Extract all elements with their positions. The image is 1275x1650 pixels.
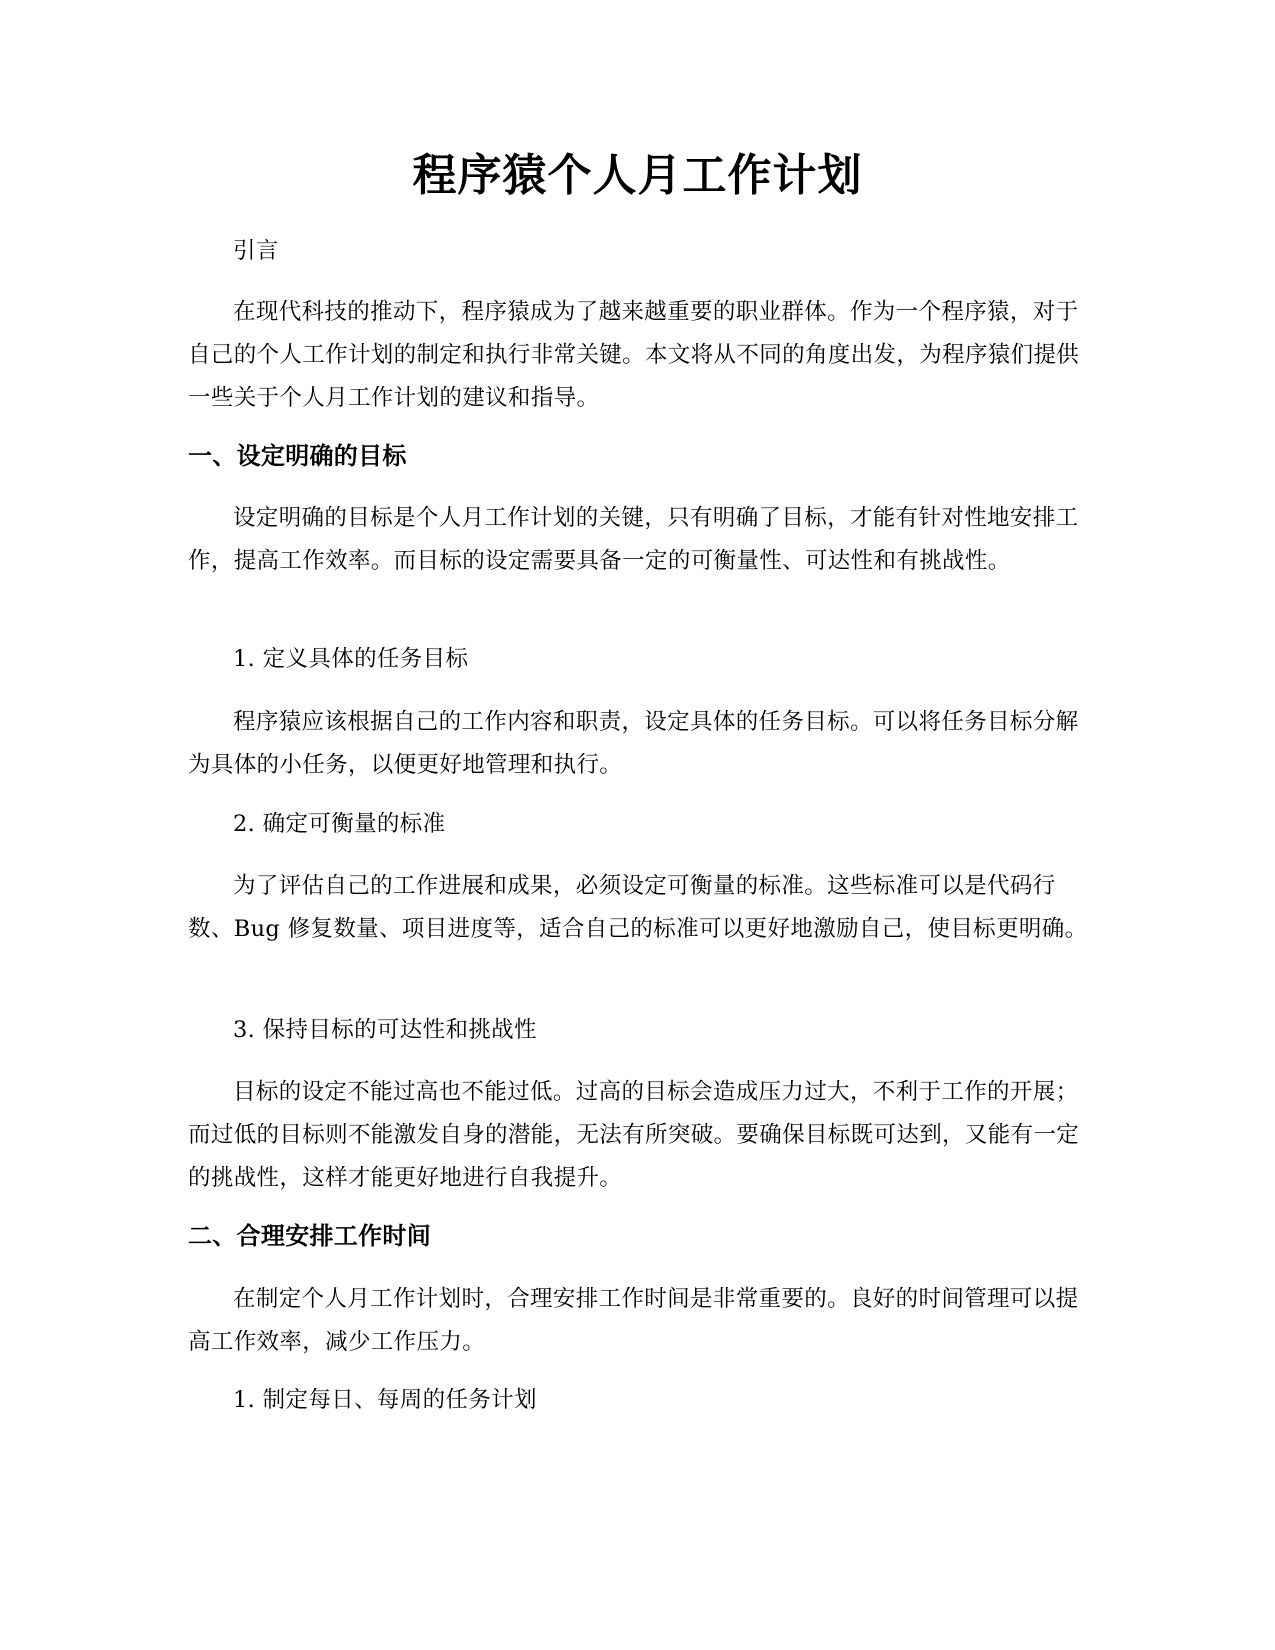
section-1-item-2-text: 为了评估自己的工作进展和成果，必须设定可衡量的标准。这些标准可以是代码行数、Bug 修复数量、项目进度等，适合自己的标准可以更好地激励自己，使目标更明确。 [188, 873, 1088, 942]
document-title: 程序猿个人月工作计划 [412, 150, 863, 201]
section-1-paragraph: 设定明确的目标是个人月工作计划的关键，只有明确了目标，才能有针对性地安排工作，提高工作效率。而目标的设定需要具备一定的可衡量性、可达性和有挑战性。 [188, 505, 1079, 574]
section-1-item-3-text: 目标的设定不能过高也不能过低。过高的目标会造成压力过大，不利于工作的开展；而过低的目标则不能激发自身的潜能，无法有所突破。要确保目标既可达到，又能有一定的挑战性，这样才能更好地进行自我提升。 [188, 1079, 1080, 1191]
section-1-item-2-label: 2. 确定可衡量的标准 [233, 811, 446, 837]
section-2-paragraph: 在制定个人月工作计划时，合理安排工作时间是非常重要的。良好的时间管理可以提高工作效率，减少工作压力。 [188, 1286, 1079, 1355]
section-2-heading: 二、合理安排工作时间 [188, 1222, 431, 1250]
intro-label: 引言 [233, 238, 279, 264]
section-1-item-3-label: 3. 保持目标的可达性和挑战性 [233, 1017, 537, 1043]
section-1-heading: 一、设定明确的目标 [188, 442, 407, 470]
section-1-item-1-label: 1. 定义具体的任务目标 [233, 646, 469, 672]
intro-paragraph: 在现代科技的推动下，程序猿成为了越来越重要的职业群体。作为一个程序猿，对于自己的个人工作计划的制定和执行非常关键。本文将从不同的角度出发，为程序猿们提供一些关于个人月工作计划的建议和指导。 [188, 299, 1080, 411]
section-1-item-1-text: 程序猿应该根据自己的工作内容和职责，设定具体的任务目标。可以将任务目标分解为具体的小任务，以便更好地管理和执行。 [188, 709, 1079, 778]
section-2-item-1-label: 1. 制定每日、每周的任务计划 [233, 1387, 537, 1413]
